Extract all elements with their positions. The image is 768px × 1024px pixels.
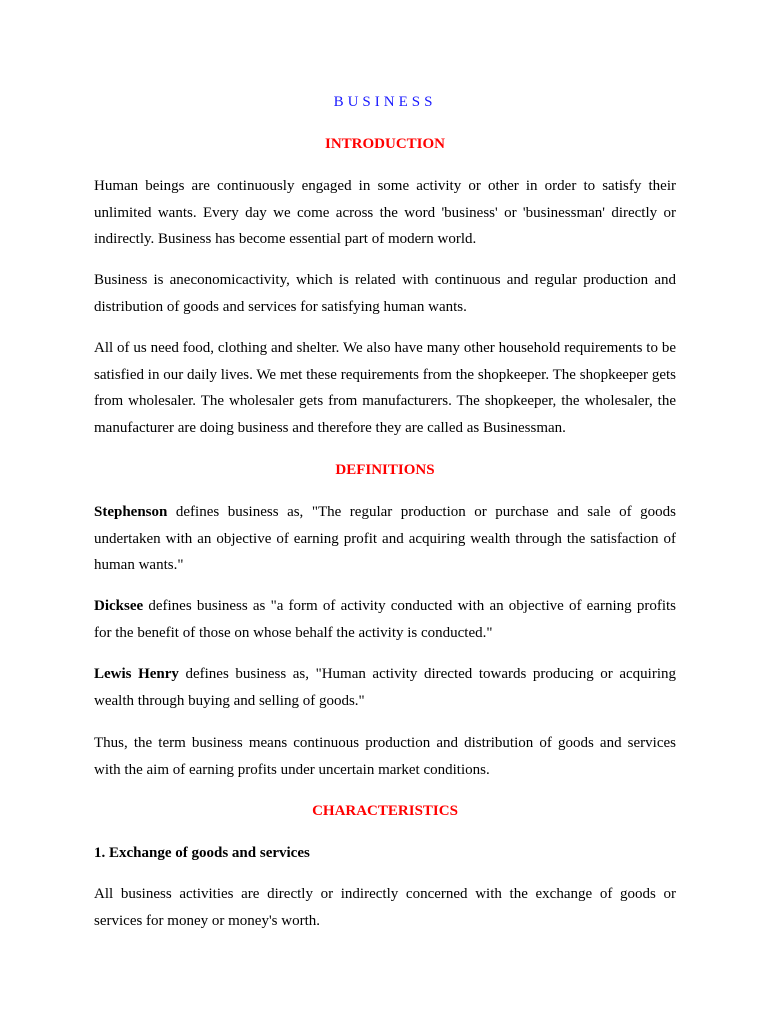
definitions-conclusion: Thus, the term business means continuous production and distribution of goods and services with the aim of earning profits under uncertain market conditions. [94, 735, 676, 778]
characteristics-heading: CHARACTERISTICS [312, 803, 458, 819]
definition-lewis-henry [94, 661, 676, 714]
characteristic-1-text: All business activities are directly or indirectly concerned with the exchange of goods or services for money or money's worth. [94, 886, 676, 929]
definition-author: Lewis Henry [94, 666, 179, 682]
document-title: BUSINESS [333, 94, 437, 110]
definition-text: defines business as, "Human activity directed towards producing or acquiring wealth through buying and selling of goods." [94, 666, 677, 709]
introduction-paragraph-3: All of us need food, clothing and shelter. We also have many other household requirements to be satisfied in our daily lives. We met these requirements from the shopkeeper. The shopkeeper gets from wholesaler. The wholesaler gets from manufacturers. The shopkeeper, the wholesaler, the manufacturer are doing business and therefore they are called as Businessman. [94, 340, 676, 436]
definition-author: Stephenson [94, 504, 168, 520]
introduction-paragraph-1: Human beings are continuously engaged in some activity or other in order to satisfy their unlimited wants. Every day we come across the word 'business' or 'businessman' directly or indirectly. Business has become essential part of modern world. [94, 178, 676, 248]
definition-text: defines business as "a form of activity conducted with an objective of earning profits for the benefit of those on whose behalf the activity is conducted." [94, 598, 676, 641]
definitions-heading: DEFINITIONS [335, 462, 435, 478]
definition-dicksee [94, 593, 676, 646]
introduction-paragraph-2: Business is aneconomicactivity, which is related with continuous and regular production and distribution of goods and services for satisfying human wants. [94, 272, 676, 315]
introduction-heading: INTRODUCTION [324, 136, 445, 152]
definition-text: defines business as, "The regular production or purchase and sale of goods undertaken with an objective of earning profit and acquiring wealth through the satisfaction of human wants." [94, 504, 676, 574]
definition-author: Dicksee [94, 598, 144, 614]
definition-stephenson [94, 499, 676, 579]
characteristic-1-title: 1. Exchange of goods and services [94, 845, 310, 861]
